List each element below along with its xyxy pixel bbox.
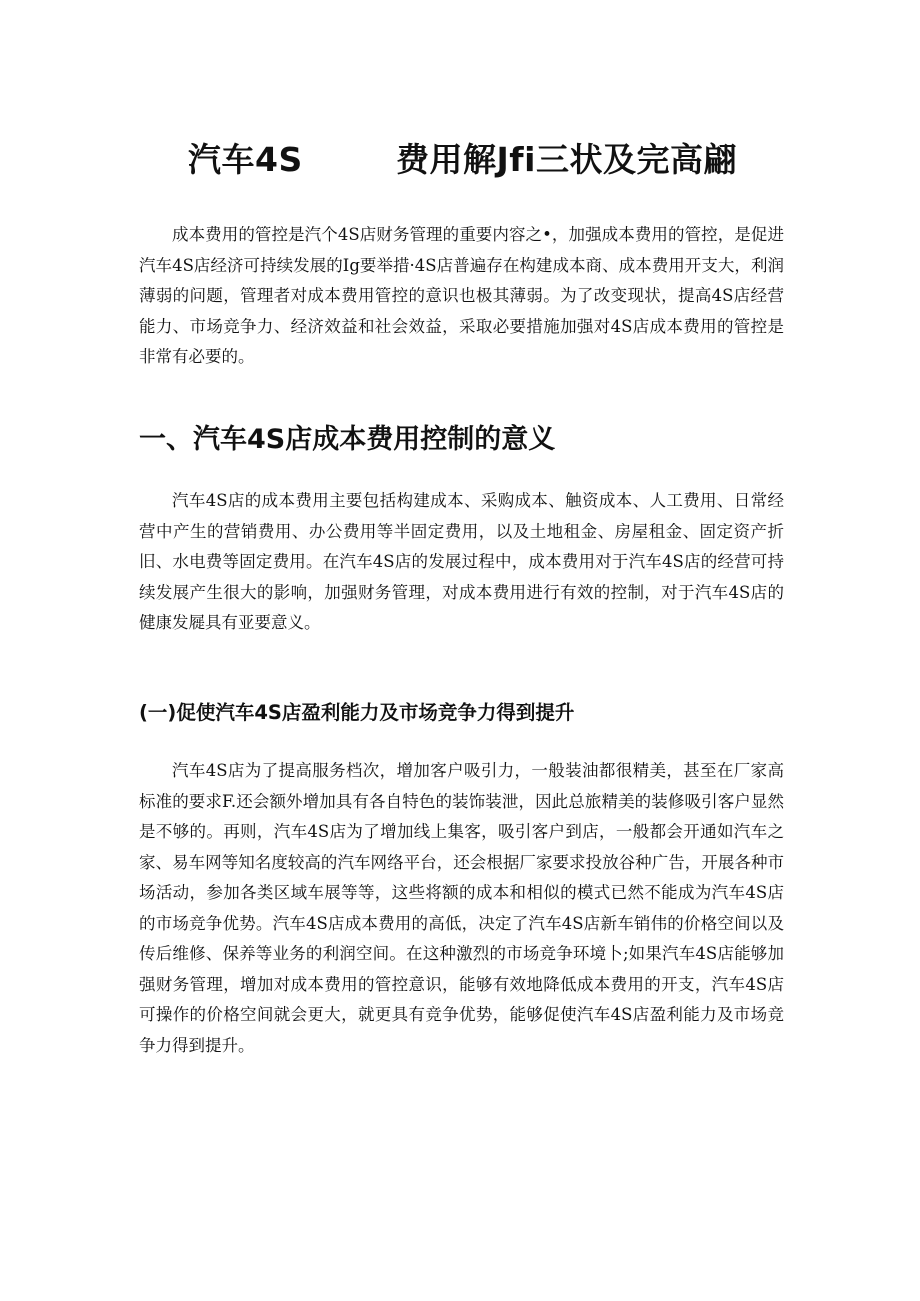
subsection-1-heading: (一)促使汽车4S店盈利能力及市场竞争力得到提升 <box>139 701 575 724</box>
section-1-heading: 一、汽车4S店成本费用控制的意义 <box>139 424 556 455</box>
section-1-paragraph: 汽车4S店的成本费用主要包括构建成本、采购成本、触资成本、人工费用、日常经营中产生的营销费用、办公费用等半固定费用，以及土地租金、房屋租金、固定资产折旧、水电费等固定费用。在汽车4S店的发展过程中，成本费用对于汽车4S店的经营可持续发展产生很大的影响，加强财务管理，对成本费用进行有效的控制，对于汽车4S店的健康发屣具有亚要意义。 <box>139 491 784 632</box>
document-title-part-b: 费用解Jfi三状及完高翩 <box>396 140 737 179</box>
subsection-1-paragraph: 汽车4S店为了提高服务档次，增加客户吸引力，一般装油都很精美，甚至在厂家高标准的要求F.还会额外增加具有各自特色的装饰装泄，因此总旅精美的装修吸引客户显然是不够的。再则，汽车4S店为了增加线上集客，吸引客户到店，一般都会开通如汽车之家、易车网等知名度较高的汽车网络平台，还会根据厂家要求投放谷种广告，开展各种市场活动，参加各类区域车展等等，这些将额的成本和相似的模式已然不能成为汽车4S店的市场竞争优势。汽车4S店成本费用的高低，决定了汽车4S店新车销伟的价格空间以及传后维修、保养等业务的利润空间。在这种激烈的市场竞争环境卜;如果汽车4S店能够加强财务管理，增加对成本费用的管控意识，能够有效地降低成本费用的开支，汽车4S店可操作的价格空间就会更大，就更具有竞争优势，能够促使汽车4S店盈利能力及市场竞争力得到提升。 <box>139 761 784 1055</box>
intro-paragraph: 成本费用的管控是汽个4S店财务管理的重要内容之•，加强成本费用的管控，是促进汽车4S店经济可持续发展的Ig要举措·4S店普遍存在构建成本商、成本费用开支大，利润薄弱的问题，管理者对成本费用管控的意识也极其薄弱。为了改变现状，提高4S店经营能力、市场竞争力、经济效益和社会效益，采取必要措施加强对4S店成本费用的管控是非常有必要的。 <box>139 225 784 366</box>
document-title-part-a: 汽车4S <box>188 140 303 179</box>
document-title <box>188 136 748 186</box>
